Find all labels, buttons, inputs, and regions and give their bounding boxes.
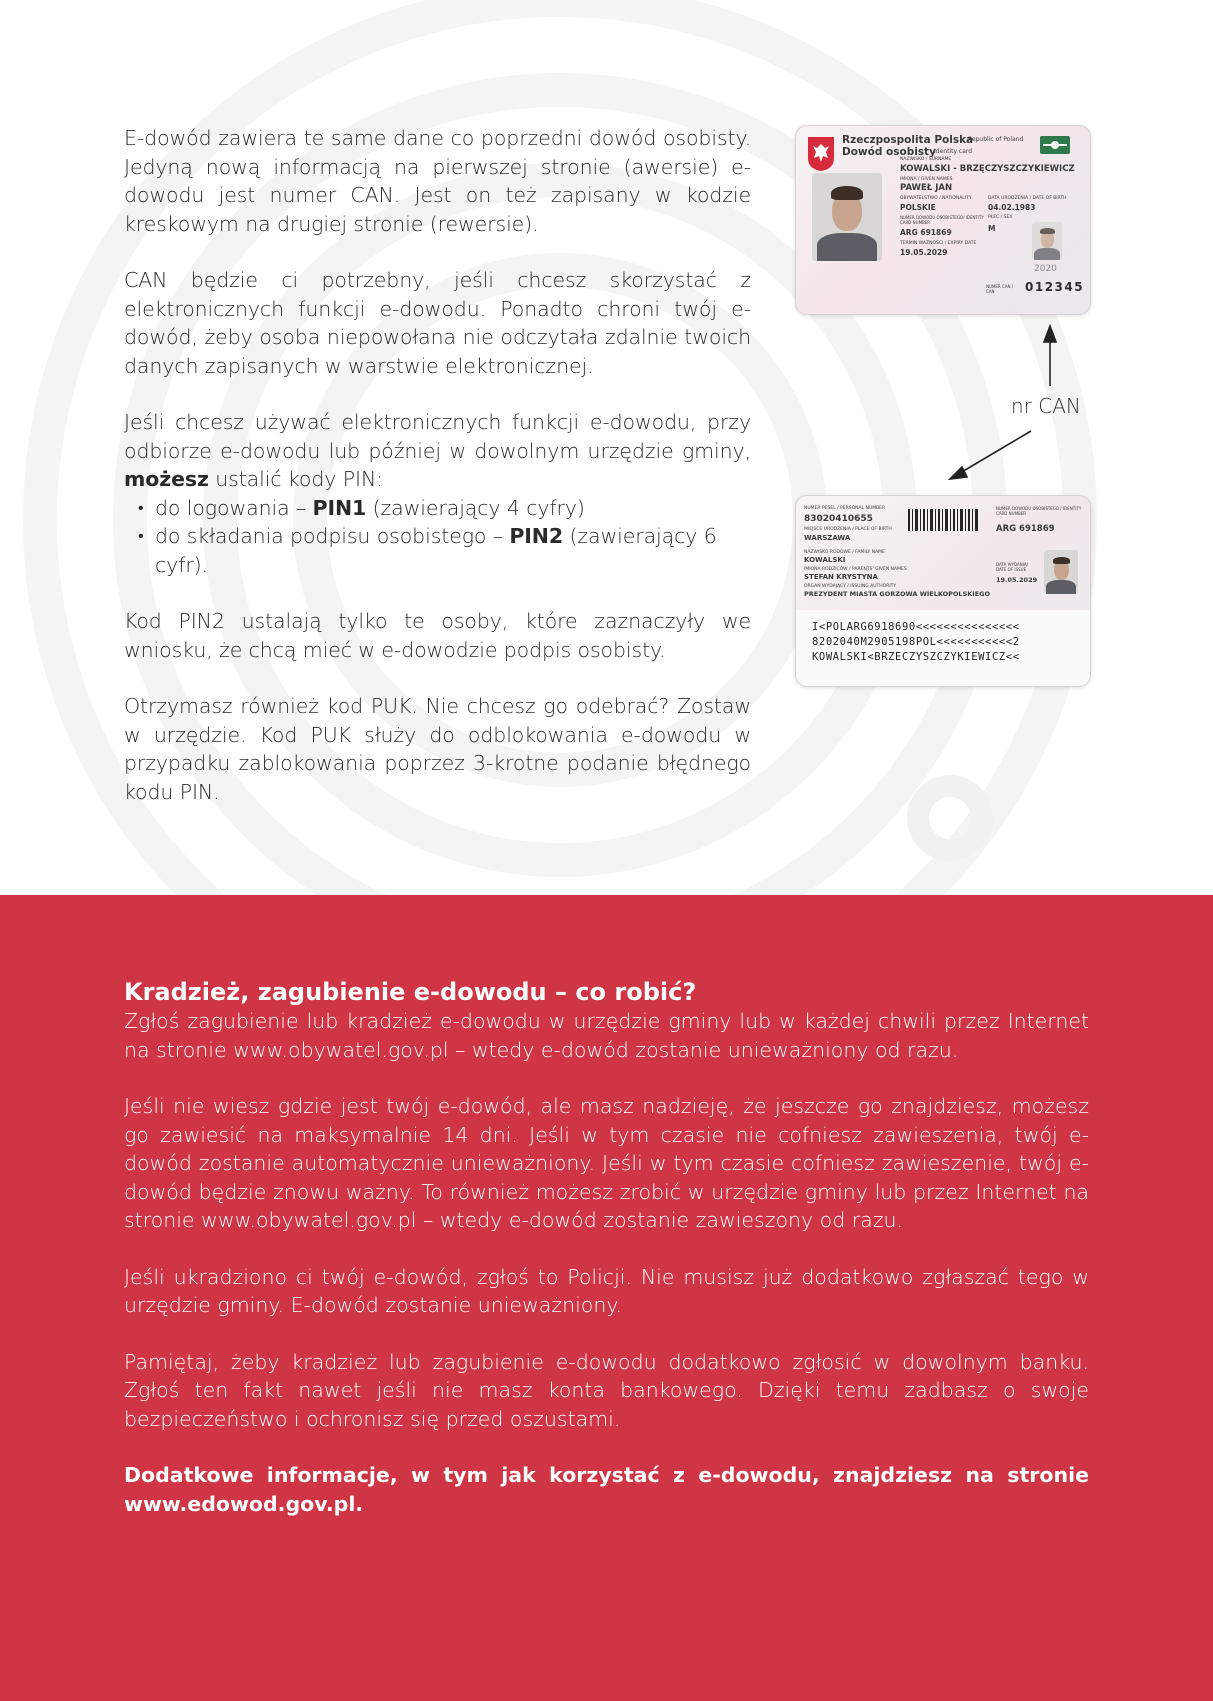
expiry-label: TERMIN WAŻNOŚCI / EXPIRY DATE	[900, 241, 977, 246]
card-front-ghost-photo	[1032, 222, 1062, 260]
pin2-label: PIN2	[509, 524, 564, 548]
card-country-en: Republic of Poland	[968, 136, 1024, 143]
surname-value: KOWALSKI - BRZĘCZYSZCZYKIEWICZ	[900, 164, 1075, 174]
nationality-label: OBYWATELSTWO / NATIONALITY	[900, 196, 972, 201]
intro-paragraph-2: CAN będzie ci potrzebny, jeśli chcesz skorzystać z elektronicznych funkcji e-dowodu. Ponadto chroni twój e-dowód, żeby osoba niepowołana nie odczytała zdalnie twoich danych zapisanych w warstwie elektronicznej.	[124, 268, 751, 378]
mrz-zone	[796, 610, 1090, 686]
issue-label: DATA WYDANIA/ DATE OF ISSUE	[996, 562, 1028, 572]
family-label: NAZWISKO RODOWE / FAMILY NAME	[804, 550, 885, 555]
back-docno-label: NUMER DOWODU OSOBISTEGO / IDENTITY CARD NUMBER	[996, 506, 1082, 516]
back-docno-value: ARG 691869	[996, 524, 1055, 534]
intro-paragraph-1: E-dowód zawiera te same dane co poprzedni dowód osobisty. Jedyną nową informacją na pierwszej stronie (awersie) e-dowodu jest numer CAN. Jest on też zapisany w kodzie kreskowym na drugiej stronie (rewersie).	[124, 126, 751, 236]
pin1-detail: (zawierający 4 cyfry)	[366, 495, 585, 520]
pin-intro-bold: możesz	[124, 467, 209, 491]
surname-label: NAZWISKO / SURNAME	[900, 157, 952, 162]
docno-label: NUMER DOWODU OSOBISTEGO/ IDENTITY CARD NUMBER	[900, 215, 984, 225]
pob-label: MIEJSCE URODZENIA / PLACE OF BIRTH	[804, 527, 892, 532]
card-chip-mark-icon	[1040, 136, 1070, 154]
mrz-line-3: KOWALSKI<BRZECZYSZCZYKIEWICZ<<	[812, 651, 1020, 663]
theft-loss-section	[0, 895, 1213, 1701]
pob-value: WARSZAWA	[804, 534, 851, 542]
parents-label: IMIONA RODZICÓW / PARENTS' GIVEN NAMES	[804, 567, 907, 572]
authority-label: ORGAN WYDAJĄCY / ISSUING AUTHORITY	[804, 584, 897, 589]
pin1-label: PIN1	[312, 495, 367, 520]
pesel-label: NUMER PESEL / PERSONAL NUMBER	[804, 506, 886, 511]
names-value: PAWEŁ JAN	[900, 183, 953, 193]
list-item-pin1	[124, 494, 751, 523]
can-annotation: nr CAN	[1011, 394, 1081, 418]
card-doc-type-en: Identity card	[934, 148, 973, 155]
pesel-value: 83020410655	[804, 514, 873, 524]
authority-value: PREZYDENT MIASTA GORZOWA WIELKOPOLSKIEGO	[804, 590, 991, 598]
id-card-back-image	[795, 495, 1091, 687]
family-value: KOWALSKI	[804, 556, 846, 564]
mrz-line-1: I<POLARG6918690<<<<<<<<<<<<<<<	[812, 621, 1020, 633]
card-doc-type: Dowód osobisty	[842, 146, 936, 158]
pin-list	[124, 494, 751, 580]
sex-value: M	[988, 224, 996, 233]
can-label: NUMER CAN / CAN	[986, 284, 1014, 294]
intro-paragraph-3	[124, 408, 751, 494]
dob-value: 04.02.1983	[988, 203, 1036, 212]
docno-value: ARG 691869	[900, 228, 952, 237]
pin-intro-end: ustalić kody PIN:	[208, 467, 383, 491]
parents-value: STEFAN KRYSTYNA	[804, 573, 878, 581]
pin1-text: do logowania –	[155, 495, 313, 520]
mrz-line-2: 8202040M2905198POL<<<<<<<<<<<2	[812, 636, 1020, 648]
year-stamp: 2020	[1034, 264, 1057, 274]
barcode-icon	[908, 509, 980, 531]
theft-loss-heading: Kradzież, zagubienie e-dowodu – co robić?	[124, 978, 697, 1006]
dob-label: DATA URODZENIA / DATE OF BIRTH	[988, 196, 1067, 201]
issue-value: 19.05.2029	[996, 576, 1038, 584]
pin2-text: do składania podpisu osobistego –	[155, 524, 510, 548]
intro-text	[124, 124, 751, 834]
more-info-paragraph: Dodatkowe informacje, w tym jak korzystać z e-dowodu, znajdziesz na stronie www.edowod.gov.pl.	[124, 1463, 1089, 1516]
theft-paragraph-4: Pamiętaj, żeby kradzież lub zagubienie e-dowodu dodatkowo zgłosić w dowolnym banku. Zgłoś ten fakt nawet jeśli nie masz konta bankowego. Dzięki temu zadbasz o swoje bezpieczeństwo i ochronisz się przed oszustami.	[124, 1349, 1089, 1431]
polish-eagle-emblem-icon	[807, 136, 835, 172]
pin-intro-text: Jeśli chcesz używać elektronicznych funkcji e-dowodu, przy odbiorze e-dowodu lub później w dowolnym urzędzie gminy,	[124, 410, 751, 463]
can-value: 012345	[1025, 280, 1085, 294]
theft-paragraph-2: Jeśli nie wiesz gdzie jest twój e-dowód, ale masz nadzieję, że jeszcze go znajdziesz, możesz go zawiesić na maksymalnie 14 dni. Jeśli w tym czasie nie cofniesz zawieszenia, twój e-dowód zostanie automatycznie unieważniony. Jeśli w tym czasie cofniesz zawieszenie, twój e-dowód będzie znowu ważny. To również możesz zrobić w urzędzie gminy lub przez Internet na stronie www.obywatel.gov.pl – wtedy e-dowód zostanie zawieszony od razu.	[124, 1094, 1089, 1232]
intro-paragraph-4: Kod PIN2 ustalają tylko te osoby, które zaznaczyły we wniosku, że chcą mieć w e-dowodzie podpis osobisty.	[124, 609, 751, 662]
expiry-value: 19.05.2029	[900, 248, 948, 257]
theft-paragraph-1: Zgłoś zagubienie lub kradzież e-dowodu w urzędzie gminy lub w każdej chwili przez Internet na stronie www.obywatel.gov.pl – wtedy e-dowód zostanie unieważniony od razu.	[124, 1009, 1089, 1062]
card-country: Rzeczpospolita Polska	[842, 134, 974, 146]
theft-paragraph-3: Jeśli ukradziono ci twój e-dowód, zgłoś to Policji. Nie musisz już dodatkowo zgłaszać tego w urzędzie gminy. E-dowód zostanie unieważniony.	[124, 1264, 1089, 1317]
intro-paragraph-5: Otrzymasz również kod PUK. Nie chcesz go odebrać? Zostaw w urzędzie. Kod PUK służy do odblokowania e-dowodu w przypadku zablokowania poprzez 3-krotne podanie błędnego kodu PIN.	[124, 694, 751, 804]
theft-loss-content	[124, 977, 1089, 1546]
names-label: IMIONA / GIVEN NAMES	[900, 177, 953, 182]
card-front-photo	[812, 173, 882, 261]
nationality-value: POLSKIE	[900, 203, 936, 212]
id-card-front-image	[795, 125, 1091, 315]
list-item-pin2	[124, 522, 751, 579]
pin2-detail: (zawierający 6 cyfr).	[155, 524, 717, 577]
sex-label: PŁEĆ / SEX	[988, 215, 1013, 220]
card-back-photo	[1044, 550, 1078, 594]
